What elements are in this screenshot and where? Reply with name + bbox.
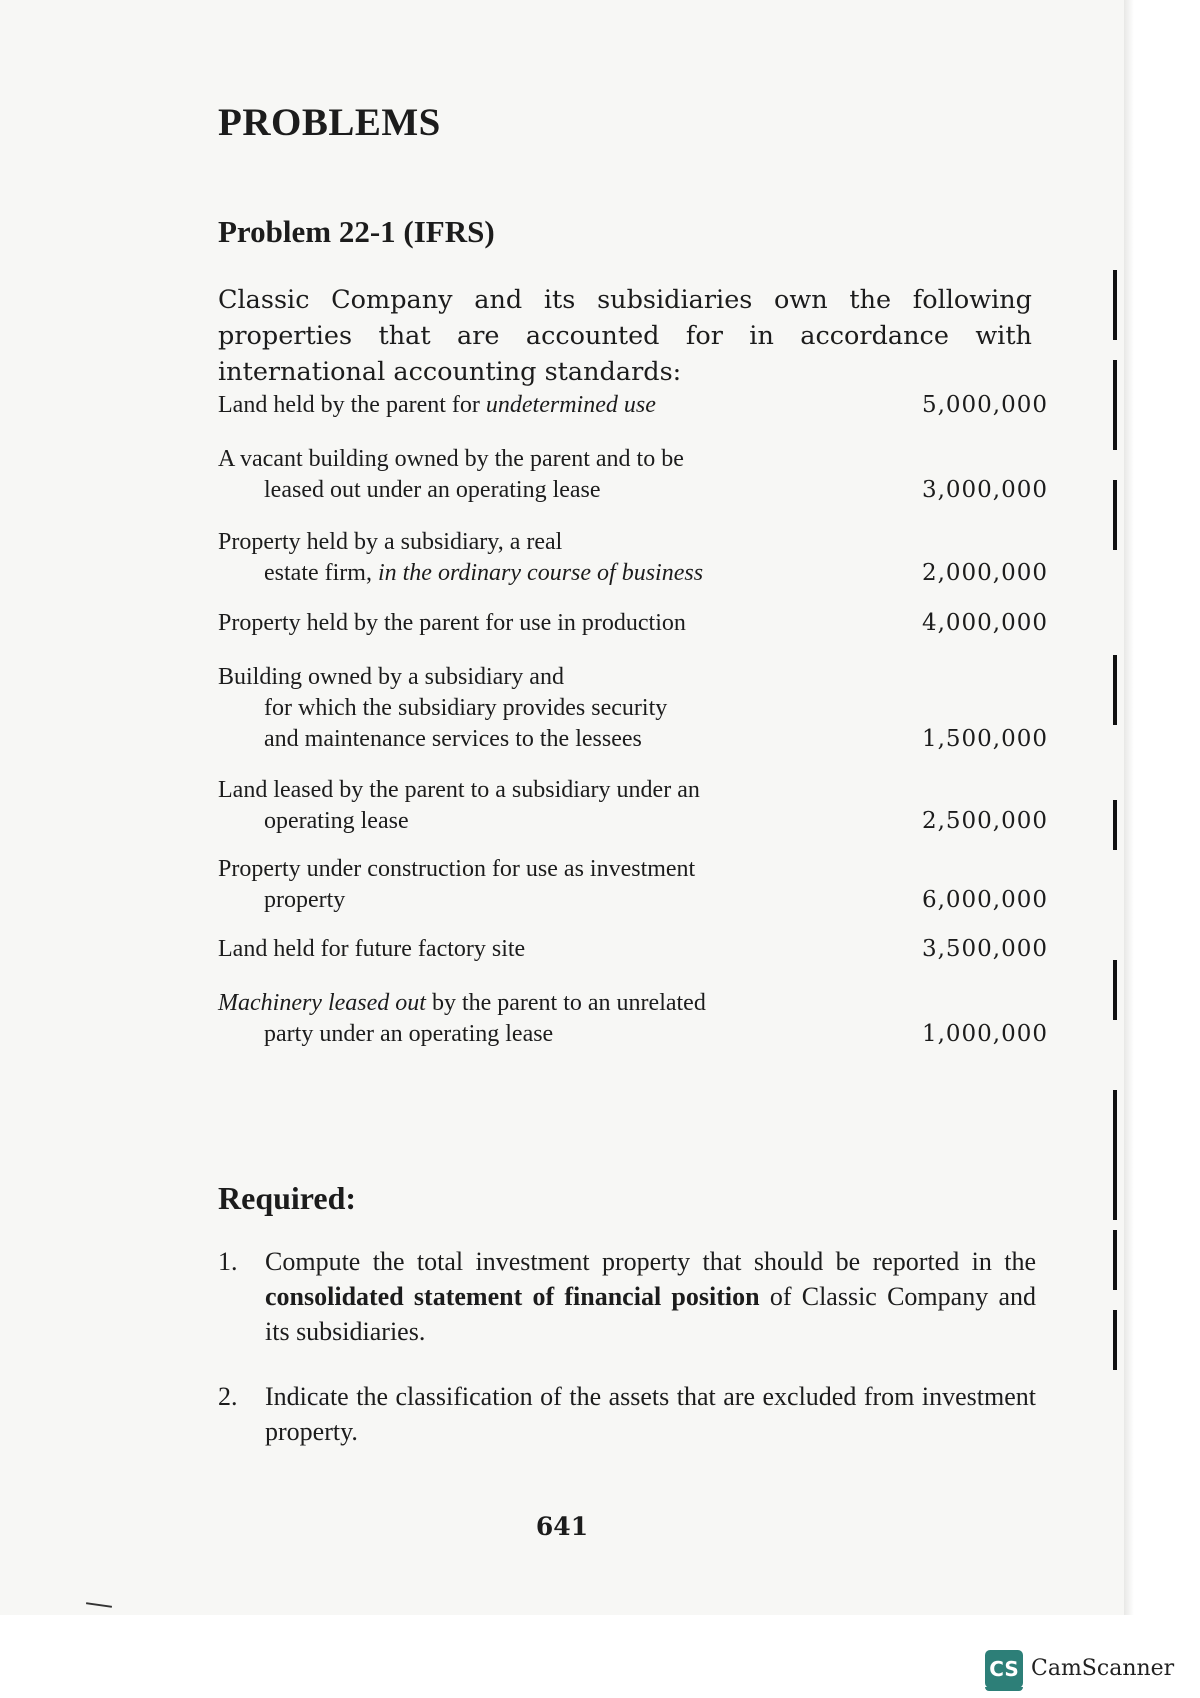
item-text-italic: undetermined use: [485, 392, 656, 418]
section-heading: PROBLEMS: [218, 101, 441, 144]
item-description: [218, 390, 818, 421]
scan-edge-mark: [1113, 960, 1117, 1020]
list-item: [218, 444, 1048, 506]
camscanner-label: CamScanner: [1031, 1656, 1175, 1681]
item-amount: 3,500,000: [921, 936, 1048, 962]
camscanner-logo-icon: CS: [985, 1650, 1023, 1688]
list-item: [218, 934, 1048, 965]
item-text-cont: and maintenance services to the lessees: [264, 726, 642, 752]
scan-edge-mark: [1113, 270, 1117, 340]
list-item: [218, 854, 1048, 916]
item-amount: 2,500,000: [921, 808, 1048, 834]
item-text: Land leased by the parent to a subsidiary under an: [218, 777, 700, 803]
scan-edge-mark: [1113, 360, 1117, 450]
scan-edge-mark: [1113, 1230, 1117, 1290]
item-text: Building owned by a subsidiary and: [218, 664, 564, 690]
item-amount: 2,000,000: [921, 560, 1048, 586]
page-edge-shadow: [1124, 0, 1134, 1615]
requirement-text-bold: consolidated statement of financial position: [265, 1282, 760, 1311]
item-amount: 5,000,000: [921, 392, 1048, 418]
item-text-cont: estate firm,: [264, 560, 372, 586]
item-text: Land held by the parent for: [218, 392, 480, 418]
item-text-cont: leased out under an operating lease: [264, 477, 601, 503]
list-item: [218, 662, 1048, 755]
requirement-number: 1.: [218, 1247, 238, 1276]
item-text: Land held for future factory site: [218, 936, 526, 962]
list-item: [218, 527, 1048, 589]
item-description: [218, 988, 818, 1050]
item-text-italic: Machinery leased out: [218, 990, 426, 1016]
item-description: [218, 934, 818, 965]
item-text: A vacant building owned by the parent and to be: [218, 446, 684, 472]
scan-edge-mark: [1113, 1310, 1117, 1370]
scan-edge-mark: [1113, 800, 1117, 850]
item-description: [218, 444, 818, 506]
list-item: [218, 988, 1048, 1050]
list-item: [218, 775, 1048, 837]
item-description: [218, 854, 818, 916]
list-item: [218, 390, 1048, 421]
scan-edge-mark: [1113, 480, 1117, 550]
item-description: [218, 775, 818, 837]
requirement-text-part: of Classic Company and its subsidiaries.: [265, 1282, 1036, 1346]
item-description: [218, 608, 818, 639]
required-heading: Required:: [218, 1180, 357, 1216]
list-item: [218, 608, 1048, 639]
problem-title: Problem 22-1 (IFRS): [218, 214, 495, 249]
item-amount: 1,000,000: [921, 1021, 1048, 1047]
item-amount: 1,500,000: [921, 726, 1048, 752]
item-description: [218, 527, 818, 589]
page-number: 641: [535, 1512, 589, 1541]
item-text: by the parent to an unrelated: [431, 990, 706, 1016]
requirement-text: Indicate the classification of the assets that are excluded from investment property.: [265, 1382, 1036, 1446]
requirement-number: 2.: [218, 1382, 238, 1411]
item-text-cont: operating lease: [264, 808, 409, 834]
scan-edge-mark: [1113, 1090, 1117, 1220]
requirement-item: [218, 1244, 1036, 1349]
requirement-item: [218, 1379, 1036, 1449]
scan-edge-mark: [1113, 655, 1117, 725]
item-text: Property held by the parent for use in production: [218, 610, 686, 636]
item-amount: 6,000,000: [921, 887, 1048, 913]
item-amount: 3,000,000: [921, 477, 1048, 503]
item-text-italic: in the ordinary course of business: [377, 560, 704, 586]
requirement-text-part: Compute the total investment property that should be reported in the: [265, 1247, 1036, 1276]
problem-intro: Classic Company and its subsidiaries own the following properties that are accounted for in accordance with international accounting standards:: [218, 285, 1032, 387]
item-text-cont: property: [264, 887, 346, 913]
item-text-cont: for which the subsidiary provides security: [264, 695, 668, 721]
item-text: Property under construction for use as investment: [218, 856, 696, 882]
item-text-cont: party under an operating lease: [264, 1021, 554, 1047]
item-text: Property held by a subsidiary, a real: [218, 529, 563, 555]
item-amount: 4,000,000: [921, 610, 1048, 636]
requirement-text: [265, 1244, 1036, 1349]
item-description: [218, 662, 818, 755]
